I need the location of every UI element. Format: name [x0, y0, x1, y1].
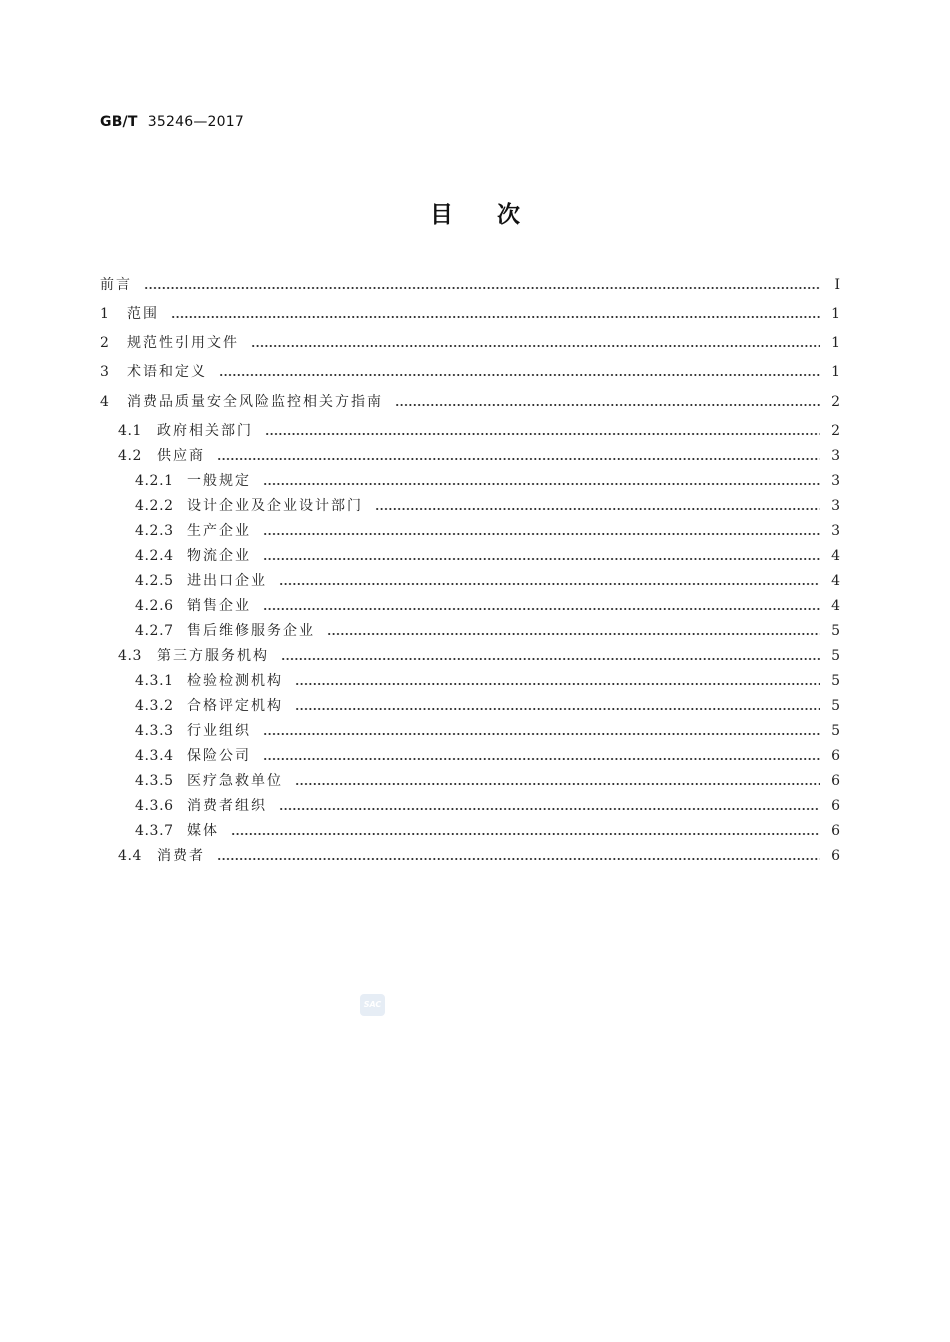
toc-entry-number: 4.3.6 [135, 798, 174, 814]
dot-leader [217, 846, 820, 866]
toc-entry[interactable] [135, 771, 840, 791]
toc-entry-number: 4.2.4 [135, 548, 174, 564]
toc-entry[interactable] [135, 621, 840, 641]
toc-entry[interactable] [135, 696, 840, 716]
toc-entry[interactable] [100, 392, 840, 412]
toc-entry-page: 1 [831, 306, 840, 322]
dot-leader [295, 671, 820, 691]
toc-entry-page: 6 [831, 748, 840, 764]
toc-entry-page: 5 [831, 673, 840, 689]
toc-entry-label: 设计企业及企业设计部门 [187, 498, 363, 514]
toc-entry-label: 前言 [100, 277, 132, 293]
toc-entry[interactable] [135, 746, 840, 766]
toc-entry-label: 术语和定义 [127, 364, 207, 380]
toc-entry-page: 3 [831, 498, 840, 514]
toc-entry-label: 供应商 [157, 448, 205, 464]
toc-entry-page: 3 [831, 473, 840, 489]
toc-entry[interactable] [135, 571, 840, 591]
toc-entry[interactable] [135, 721, 840, 741]
toc-entry-number: 2 [100, 335, 110, 351]
toc-entry-number: 4.3.5 [135, 773, 174, 789]
toc-entry-page: 6 [831, 773, 840, 789]
toc-entry[interactable] [118, 846, 840, 866]
toc-entry[interactable] [100, 304, 840, 324]
toc-entry-number: 4.2.7 [135, 623, 174, 639]
toc-entry[interactable] [118, 446, 840, 466]
toc-entry-number: 4.3.4 [135, 748, 174, 764]
toc-entry-number: 4 [100, 394, 110, 410]
toc-entry-label: 合格评定机构 [187, 698, 283, 714]
toc-entry[interactable] [135, 471, 840, 491]
toc-entry-page: 4 [831, 573, 840, 589]
dot-leader [263, 596, 820, 616]
dot-leader [279, 571, 820, 591]
toc-entry-number: 4.2.6 [135, 598, 174, 614]
toc-entry-page: 5 [831, 623, 840, 639]
toc-entry-label: 保险公司 [187, 748, 251, 764]
toc-entry-label: 生产企业 [187, 523, 251, 539]
dot-leader [231, 821, 820, 841]
toc-entry[interactable] [135, 546, 840, 566]
toc-entry-page: 3 [831, 523, 840, 539]
toc-entry-number: 4.3.7 [135, 823, 174, 839]
toc-entry[interactable] [135, 496, 840, 516]
toc-entry-number: 4.3 [118, 648, 143, 664]
dot-leader [265, 421, 820, 441]
dot-leader [251, 333, 820, 353]
toc-entry-page: 6 [831, 798, 840, 814]
toc-entry-number: 4.3.3 [135, 723, 174, 739]
sac-watermark-logo: SAC [360, 994, 385, 1016]
toc-entry-page: 5 [831, 648, 840, 664]
standard-prefix: GB/T [100, 114, 138, 130]
standard-code [100, 114, 244, 130]
dot-leader [395, 392, 820, 412]
toc-entry-label: 销售企业 [187, 598, 251, 614]
toc-entry[interactable] [135, 671, 840, 691]
toc-entry[interactable] [135, 596, 840, 616]
toc-entry[interactable] [135, 821, 840, 841]
toc-entry[interactable] [135, 796, 840, 816]
dot-leader [295, 771, 820, 791]
toc-entry-page: Ⅰ [834, 277, 840, 293]
toc-entry[interactable] [118, 421, 840, 441]
toc-entry-label: 检验检测机构 [187, 673, 283, 689]
dot-leader [171, 304, 820, 324]
toc-entry-number: 4.2 [118, 448, 143, 464]
toc-entry[interactable] [135, 521, 840, 541]
toc-entry-label: 媒体 [187, 823, 219, 839]
toc-entry-number: 4.3.1 [135, 673, 174, 689]
toc-entry-label: 一般规定 [187, 473, 251, 489]
toc-entry-label: 第三方服务机构 [157, 648, 269, 664]
toc-entry-page: 1 [831, 364, 840, 380]
toc-entry-page: 6 [831, 848, 840, 864]
toc-entry-number: 4.2.3 [135, 523, 174, 539]
dot-leader [327, 621, 820, 641]
toc-entry-page: 4 [831, 598, 840, 614]
toc-entry-number: 4.1 [118, 423, 143, 439]
toc-entry[interactable] [100, 275, 840, 295]
toc-entry-label: 政府相关部门 [157, 423, 253, 439]
toc-entry-page: 2 [831, 423, 840, 439]
dot-leader [263, 521, 820, 541]
dot-leader [375, 496, 820, 516]
toc-entry-number: 4.2.1 [135, 473, 174, 489]
toc-entry-page: 3 [831, 448, 840, 464]
dot-leader [219, 362, 820, 382]
toc-entry-label: 规范性引用文件 [127, 335, 239, 351]
page-title: 目次 [430, 201, 564, 228]
toc-entry-page: 5 [831, 698, 840, 714]
toc-entry-number: 4.2.2 [135, 498, 174, 514]
dot-leader [263, 746, 820, 766]
toc-entry-page: 5 [831, 723, 840, 739]
toc-entry[interactable] [100, 362, 840, 382]
toc-entry-label: 行业组织 [187, 723, 251, 739]
dot-leader [144, 275, 820, 295]
toc-entry-label: 进出口企业 [187, 573, 267, 589]
toc-entry[interactable] [100, 333, 840, 353]
toc-entry[interactable] [118, 646, 840, 666]
toc-entry-number: 4.3.2 [135, 698, 174, 714]
dot-leader [217, 446, 820, 466]
toc-entry-label: 消费者组织 [187, 798, 267, 814]
standard-number: 35246—2017 [147, 114, 244, 130]
toc-entry-label: 范围 [127, 306, 159, 322]
toc-entry-label: 医疗急救单位 [187, 773, 283, 789]
dot-leader [263, 546, 820, 566]
toc-entry-page: 6 [831, 823, 840, 839]
dot-leader [279, 796, 820, 816]
toc-entry-page: 4 [831, 548, 840, 564]
dot-leader [281, 646, 820, 666]
toc-entry-page: 2 [831, 394, 840, 410]
toc-entry-page: 1 [831, 335, 840, 351]
dot-leader [263, 471, 820, 491]
toc-entry-number: 4.4 [118, 848, 143, 864]
toc-entry-label: 消费品质量安全风险监控相关方指南 [127, 394, 383, 410]
dot-leader [295, 696, 820, 716]
toc-entry-label: 售后维修服务企业 [187, 623, 315, 639]
toc-entry-number: 3 [100, 364, 110, 380]
toc-entry-number: 1 [100, 306, 110, 322]
toc-entry-label: 消费者 [157, 848, 205, 864]
toc-entry-number: 4.2.5 [135, 573, 174, 589]
dot-leader [263, 721, 820, 741]
toc-entry-label: 物流企业 [187, 548, 251, 564]
